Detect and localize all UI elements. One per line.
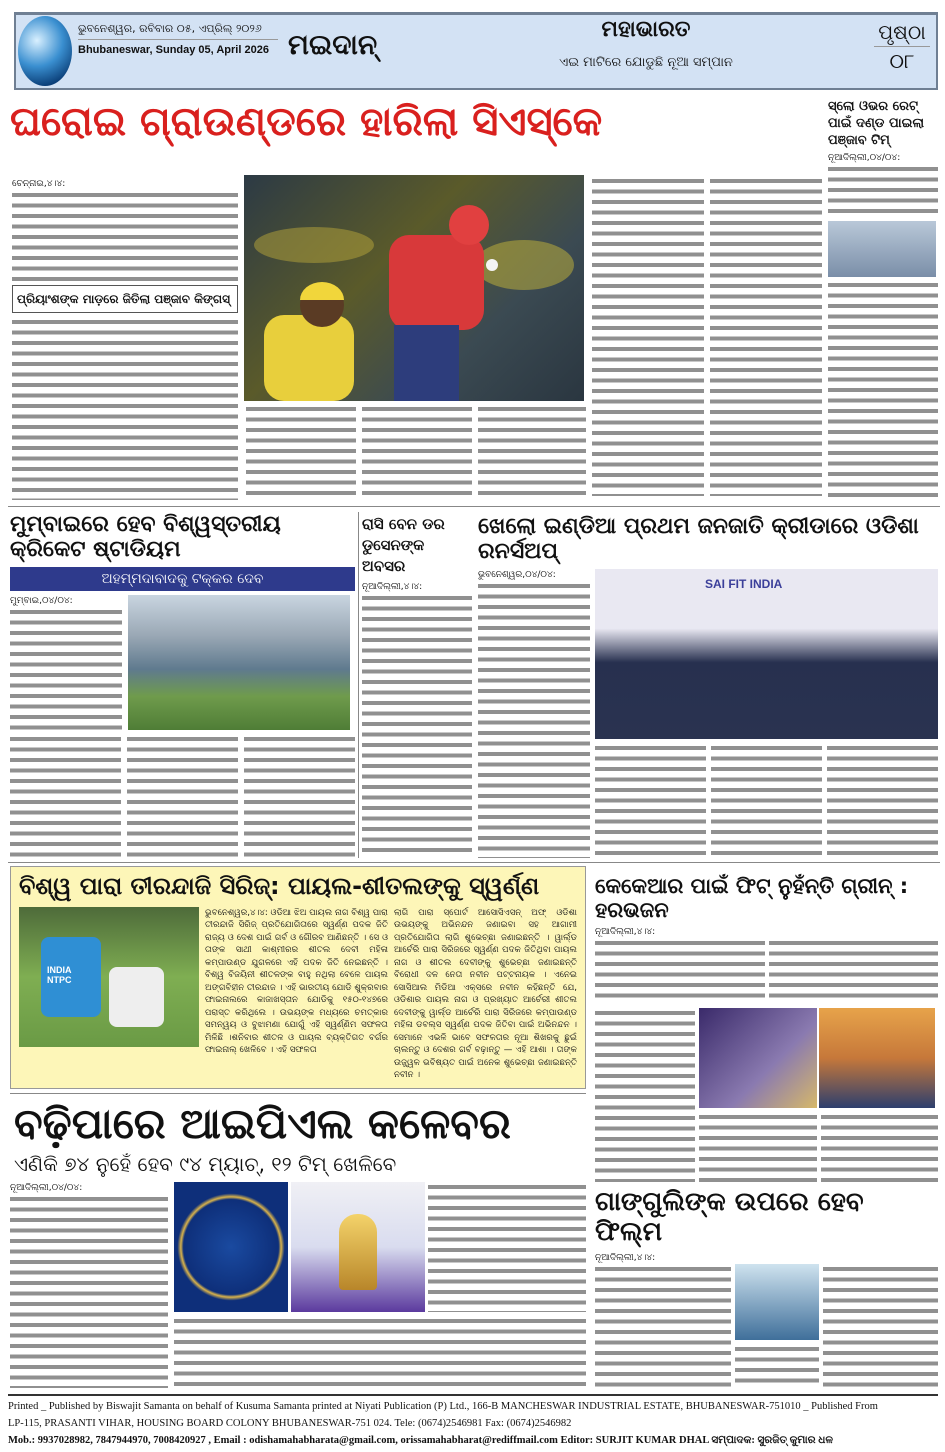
ganguly-photo (735, 1264, 819, 1340)
cricket-match-photo (244, 175, 584, 401)
dateline: ନୂଆଦିଲ୍ଲୀ,୪।୪: (362, 582, 423, 592)
brand-block (436, 16, 856, 72)
page-block (870, 18, 934, 75)
archery-headline: ବିଶ୍ୱ ପାରା ତୀରନ୍ଦାଜି ସିରିଜ୍: ପାୟଲ-ଶୀତଲଙ୍କୁ ସ୍ୱର୍ଣ୍ଣ (19, 872, 540, 900)
archery-body-col2: ଲାଗି ପାରା ସ୍ପୋର୍ଟ ଆସୋସିଏସନ୍ ଅଫ୍ ଓଡିଶା ଉଭୟଙ୍କୁ ଅଭିନନ୍ଦନ ଜଣାଇବା ସହ ଆଗାମୀ ପ୍ରତିଯୋଗିତା ଲାଗି ଶୁଭେଚ୍ଛା ଜଣାଇଛନ୍ତି । ୱାର୍ଲ୍ଡ ଆର୍ଚେରି ପାରା ସିରିଜରେ ସ୍ୱର୍ଣ୍ଣ ପଦକ ଜିତିଥିବା ପାୟଲ ନାଗ ଓ ଶୀତଲ ଦେବୀଙ୍କୁ ଶୁଭେଚ୍ଛା ଜଣାଇଛନ୍ତି ବିରୋଧୀ ଦଳ ନେତା ନବୀନ ପଟ୍ଟନାୟକ । ଏନେଇ ସୋସିଆଲ ମିଡିଆ ଏକ୍ସରେ ନବୀନ କହିଛନ୍ତି ଯେ, ଓଡିଶାର ପାୟଲ ନାଗ ଓ ପ୍ରଖ୍ୟାତ ଆର୍ଚେରୀ ଶୀତଲ ଦେବୀଙ୍କୁ ୱାର୍ଲ୍ଡ ଆର୍ଚେରି ପାରା ସିରିଜରେ କମ୍ପାଉଣ୍ଡ ମହିଳା ଡବଲ୍ସ ସ୍ୱର୍ଣ୍ଣ ପଦକ ଜିତିବା ପାଇଁ ଅଭିନନ୍ଦନ । ସେମାନେ ଏଭଳି ଭାବେ ସଫଳତାର ନୂଆ ଶିଖରକୁ ଛୁଇଁ ଚାଲନ୍ତୁ ଓ ଦେଶର ଗର୍ବ ବଢ଼ାନ୍ତୁ — ଏହି ଆଶା । ତାଙ୍କ ଉଜ୍ଜ୍ୱଳ ଭବିଷ୍ୟତ ପାଇଁ ଅନେକ ଶୁଭେଚ୍ଛା ଜଣାଇଛନ୍ତି ନବୀନ । (394, 907, 577, 1081)
date-english: Bhubaneswar, Sunday 05, April 2026 (78, 44, 269, 56)
page-number: ୦୮ (889, 49, 915, 73)
dateline: ଭୁବନେଶ୍ୱର,୦୪/୦୪: (478, 569, 556, 580)
stadium-headline: ମୁମ୍ବାଇରେ ହେବ ବିଶ୍ୱସ୍ତରୀୟ କ୍ରିକେଟ ଷ୍ଟାଡିୟମ (10, 512, 281, 563)
ganguly-headline: ଗାଙ୍ଗୁଲିଙ୍କ ଉପରେ ହେବ ଫିଲ୍ମ (595, 1187, 864, 1248)
section-name: ମଇଦାନ୍ (288, 28, 378, 61)
ipl-trophy-photo (291, 1182, 425, 1312)
globe-logo-icon (18, 16, 72, 86)
archery-story-box (10, 866, 586, 1089)
ipl-headline: ବଢ଼ିପାରେ ଆଇପିଏଲ କଳେବର (14, 1098, 511, 1148)
side-headline: ସ୍ଲୋ ଓଭର ରେଟ୍ ପାଇଁ ଦଣ୍ଡ ପାଇଲା ପଞ୍ଜାବ ଟିମ୍ (828, 99, 925, 148)
ipl-subheadline: ଏଣିକି ୭୪ ନୁହେଁ ହେବ ୯୪ ମ୍ୟାଚ୍, ୧୨ ଟିମ୍ ଖେଳିବେ (14, 1151, 397, 1176)
stadium-photo (128, 595, 350, 730)
bcci-logo-photo (174, 1182, 288, 1312)
paper-name-logo: ମହାଭାରତ (601, 17, 691, 42)
archers-photo (19, 907, 199, 1047)
imprint-footer (8, 1394, 938, 1449)
dateline: ନୂଆଦିଲ୍ଲୀ,୦୪/୦୪: (10, 1182, 83, 1193)
date-block (78, 22, 278, 57)
side-dateline: ନୂଆଦିଲ୍ଲୀ,୦୪/୦୪: (828, 153, 901, 163)
date-odia: ଭୁବନେଶ୍ୱର, ରବିବାର ୦୫, ଏପ୍ରିଲ୍ ୨୦୨୬ (78, 22, 262, 35)
stadium-banner: ଅହମ୍ମଦାବାଦକୁ ଟକ୍କର ଦେବ (10, 567, 355, 591)
harbhajan-photo (819, 1008, 935, 1108)
subheadline-box: ପ୍ରିୟାଂଶଙ୍କ ମାଡ଼ରେ ଜିତିଲା ପଞ୍ଜାବ କିଙ୍ଗସ୍ (12, 285, 238, 313)
team-photo (595, 569, 938, 739)
lower-left-column (10, 866, 586, 1388)
dateline: ଚେନ୍ନାଇ,୪।୪: (12, 179, 66, 189)
main-headline: ଘରୋଇ ଗ୍ରାଉଣ୍ଡରେ ହାରିଲା ସିଏସ୍‌କେ (10, 99, 603, 145)
retirement-story (362, 514, 472, 858)
imprint-line-2: LP-115, PRASANTI VIHAR, HOUSING BOARD COLONY BHUBANESWAR-751 024. Tele: (0674)2546981 Fax: (0674)2546982 (8, 1418, 572, 1429)
story1-left-column (12, 178, 238, 500)
tribal-games-headline: ଖେଲୋ ଇଣ୍ଡିଆ ପ୍ରଥମ ଜନଜାତି କ୍ରୀଡାରେ ଓଡିଶା ରନର୍ସଅପ୍ (478, 514, 919, 565)
tagline: ଏଇ ମାଟିରେ ଯୋଡୁଛି ନୂଆ ସମ୍ପାନ (559, 55, 733, 70)
lower-right-column (595, 866, 938, 1388)
photo-banner-text: SAI FIT INDIA (705, 576, 783, 591)
green-photo (699, 1008, 817, 1108)
tribal-games-story (478, 514, 938, 858)
page-label: ପୃଷ୍ଠା (878, 20, 926, 44)
archery-body-col1: ଭୁବନେଶ୍ୱର,୪।୪: ଓଡିଆ ଝିଅ ପାୟଲ ନାଗ ବିଶ୍ୱ ପାରା ତୀରନ୍ଦାଜି ସିରିଜ୍ ପ୍ରତିଯୋଗିତାରେ ସ୍ୱର୍ଣ୍ଣ ପଦକ ଜିତି ରାଜ୍ୟ ଓ ଦେଶ ପାଇଁ ଗର୍ବ ଓ ଗୌରବ ଆଣିଛନ୍ତି । ସେ ଓ ତାଙ୍କ ସାଥୀ କାଶ୍ମୀରର ଶୀତଲ ଦେବୀ ମହିଳା କମ୍ପାଉଣ୍ଡ ଯୁଗଳରେ ଏହି ପଦକ ଜିତି ନେଇଛନ୍ତି । ବିଶ୍ୱ ବିଜୟିନୀ ଶୀତଳଙ୍କ ବାହୁ ନଥିଲା ବେଳେ ପାୟଲ ଅଙ୍ଗବିହୀନ ତୀରନ୍ଦାଜ । ଏହି ଭାରତୀୟ ଯୋଡି ଶୁକ୍ରବାର ଫାଇନାଲରେ କାଜାଖସ୍ତାନ ଯୋଡିକୁ ୧୫୦-୧୪୭ରେ ପରାସ୍ତ କରିଥିଲେ । ଉଭୟଙ୍କ ମଧ୍ୟରେ ଚମତ୍କାର ସମନ୍ୱୟ ଓ ବୁଝାମଣା ଯୋଗୁଁ ଏହି ସ୍ୱର୍ଣ୍ଣିମ ସଫଳତା ମିଳିଛି ।ଶନିବାର ଶୀତଳ ଓ ପାୟଲ ବ୍ୟକ୍ତିଗତ ବର୍ଗର ଫାଇନାଲ୍ ଖେଳିବେ । ଏହି ସଫଳତା (205, 907, 388, 1056)
side-story (828, 98, 938, 498)
jersey-text: INDIA NTPC (47, 964, 72, 985)
stadium-story (10, 512, 355, 858)
dateline: ନୂଆଦିଲ୍ଲୀ,୪।୪: (595, 1253, 656, 1264)
dateline: ମୁମ୍ବାଇ,୦୪/୦୪: (10, 595, 73, 606)
dateline: ନୂଆଦିଲ୍ଲୀ,୪।୪: (595, 927, 656, 938)
trophy-icon (339, 1214, 377, 1290)
punjab-team-photo (828, 221, 936, 277)
retirement-headline: ରାସି ବେନ ଡର ଡୁସେନଙ୍କ ଅବସର (362, 515, 445, 575)
harbhajan-headline: କେକେଆର ପାଇଁ ଫିଟ୍ ନୁହଁନ୍ତି ଗ୍ରୀନ୍ : ହରଭଜନ (595, 874, 909, 923)
imprint-line-1: Printed _ Published by Biswajit Samanta on behalf of Kusuma Samanta printed at Niyati Publication (P) Ltd., 166-B MANCHESWAR INDUSTRIAL ESTATE, BHUBANESWAR-751010 _ Published From (8, 1401, 878, 1412)
imprint-line-3: Mob.: 9937028982, 7847944970, 7008420927 , Email : odishamahabharata@gmail.com, orissamahabharat@rediffmail.com Editor: SURJIT KUMAR DHAL ସମ୍ପାଦକ: ସୁରଜିତ୍ କୁମାର ଧଳ (8, 1435, 833, 1446)
